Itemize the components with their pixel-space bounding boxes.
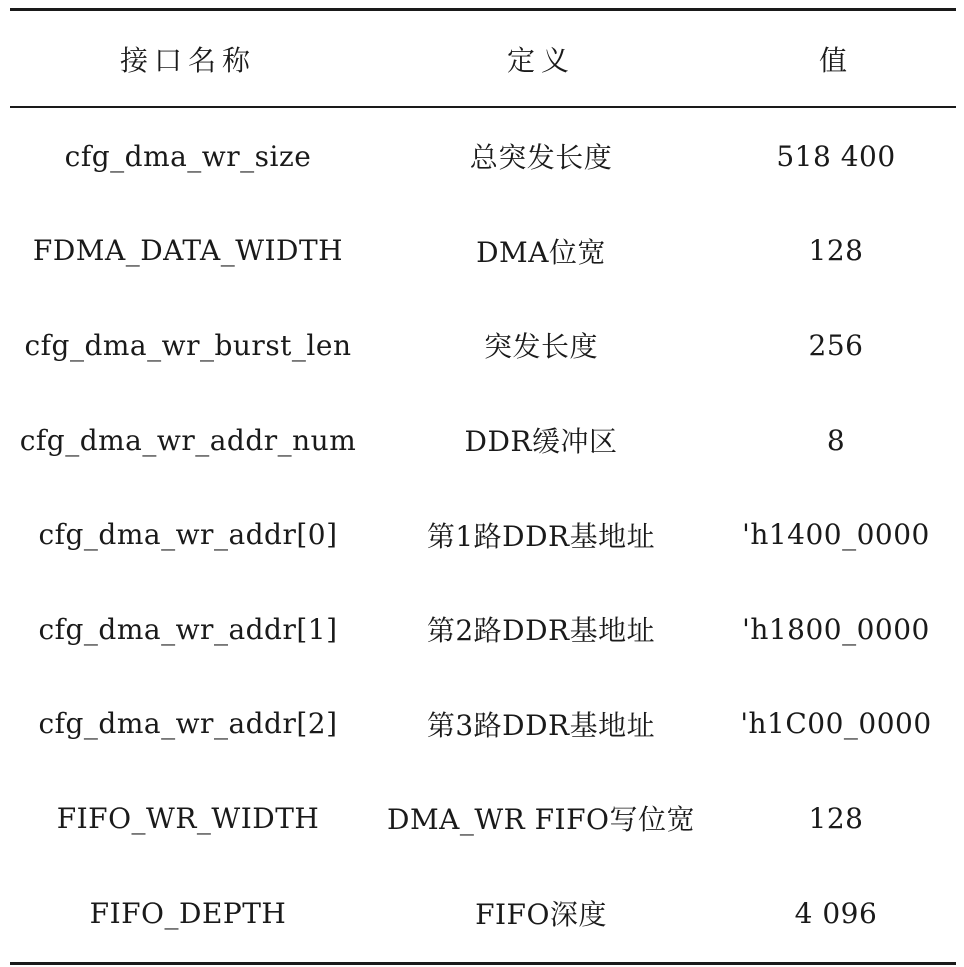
table-bottom-rule	[10, 962, 956, 965]
cell-value: 128	[808, 234, 864, 268]
header-interface-name: 接口名称	[119, 43, 256, 77]
header-value: 值	[818, 43, 853, 77]
table-row	[10, 487, 956, 582]
cell-definition: 突发长度	[483, 330, 598, 364]
cell-interface-name: cfg_dma_wr_size	[64, 139, 312, 173]
cell-interface-name: cfg_dma_wr_addr[1]	[38, 612, 338, 646]
parameter-table	[10, 8, 956, 965]
table-header-rule	[10, 106, 956, 108]
table-row	[10, 866, 956, 961]
table-row	[10, 298, 956, 393]
cell-interface-name: FIFO_WR_WIDTH	[56, 801, 320, 835]
table-header-row	[10, 11, 956, 106]
cell-value: 8	[826, 423, 846, 457]
cell-definition: DMA_WR FIFO写位宽	[387, 803, 695, 837]
cell-value: 128	[808, 801, 864, 835]
cell-interface-name: cfg_dma_wr_burst_len	[24, 328, 352, 362]
table-row	[10, 204, 956, 299]
cell-definition: 第3路DDR基地址	[426, 708, 656, 742]
cell-interface-name: FIFO_DEPTH	[89, 896, 287, 930]
cell-interface-name: cfg_dma_wr_addr_num	[19, 423, 357, 457]
cell-value: 'h1C00_0000	[740, 707, 932, 741]
table-row	[10, 582, 956, 677]
header-definition: 定义	[506, 43, 575, 77]
cell-definition: FIFO深度	[475, 898, 607, 932]
table-row	[10, 393, 956, 488]
cell-interface-name: cfg_dma_wr_addr[0]	[38, 518, 338, 552]
cell-definition: DMA位宽	[476, 235, 606, 269]
table-row	[10, 109, 956, 204]
cell-definition: DDR缓冲区	[464, 425, 618, 459]
cell-value: 'h1400_0000	[742, 518, 930, 552]
cell-value: 'h1800_0000	[742, 612, 930, 646]
cell-value: 4 096	[794, 896, 878, 930]
table-row	[10, 677, 956, 772]
table-row	[10, 771, 956, 866]
cell-definition: 第2路DDR基地址	[426, 614, 656, 648]
cell-interface-name: FDMA_DATA_WIDTH	[32, 234, 344, 268]
cell-interface-name: cfg_dma_wr_addr[2]	[38, 707, 338, 741]
cell-value: 518 400	[776, 139, 896, 173]
cell-definition: 第1路DDR基地址	[426, 519, 656, 553]
cell-value: 256	[808, 328, 864, 362]
cell-definition: 总突发长度	[469, 141, 613, 175]
